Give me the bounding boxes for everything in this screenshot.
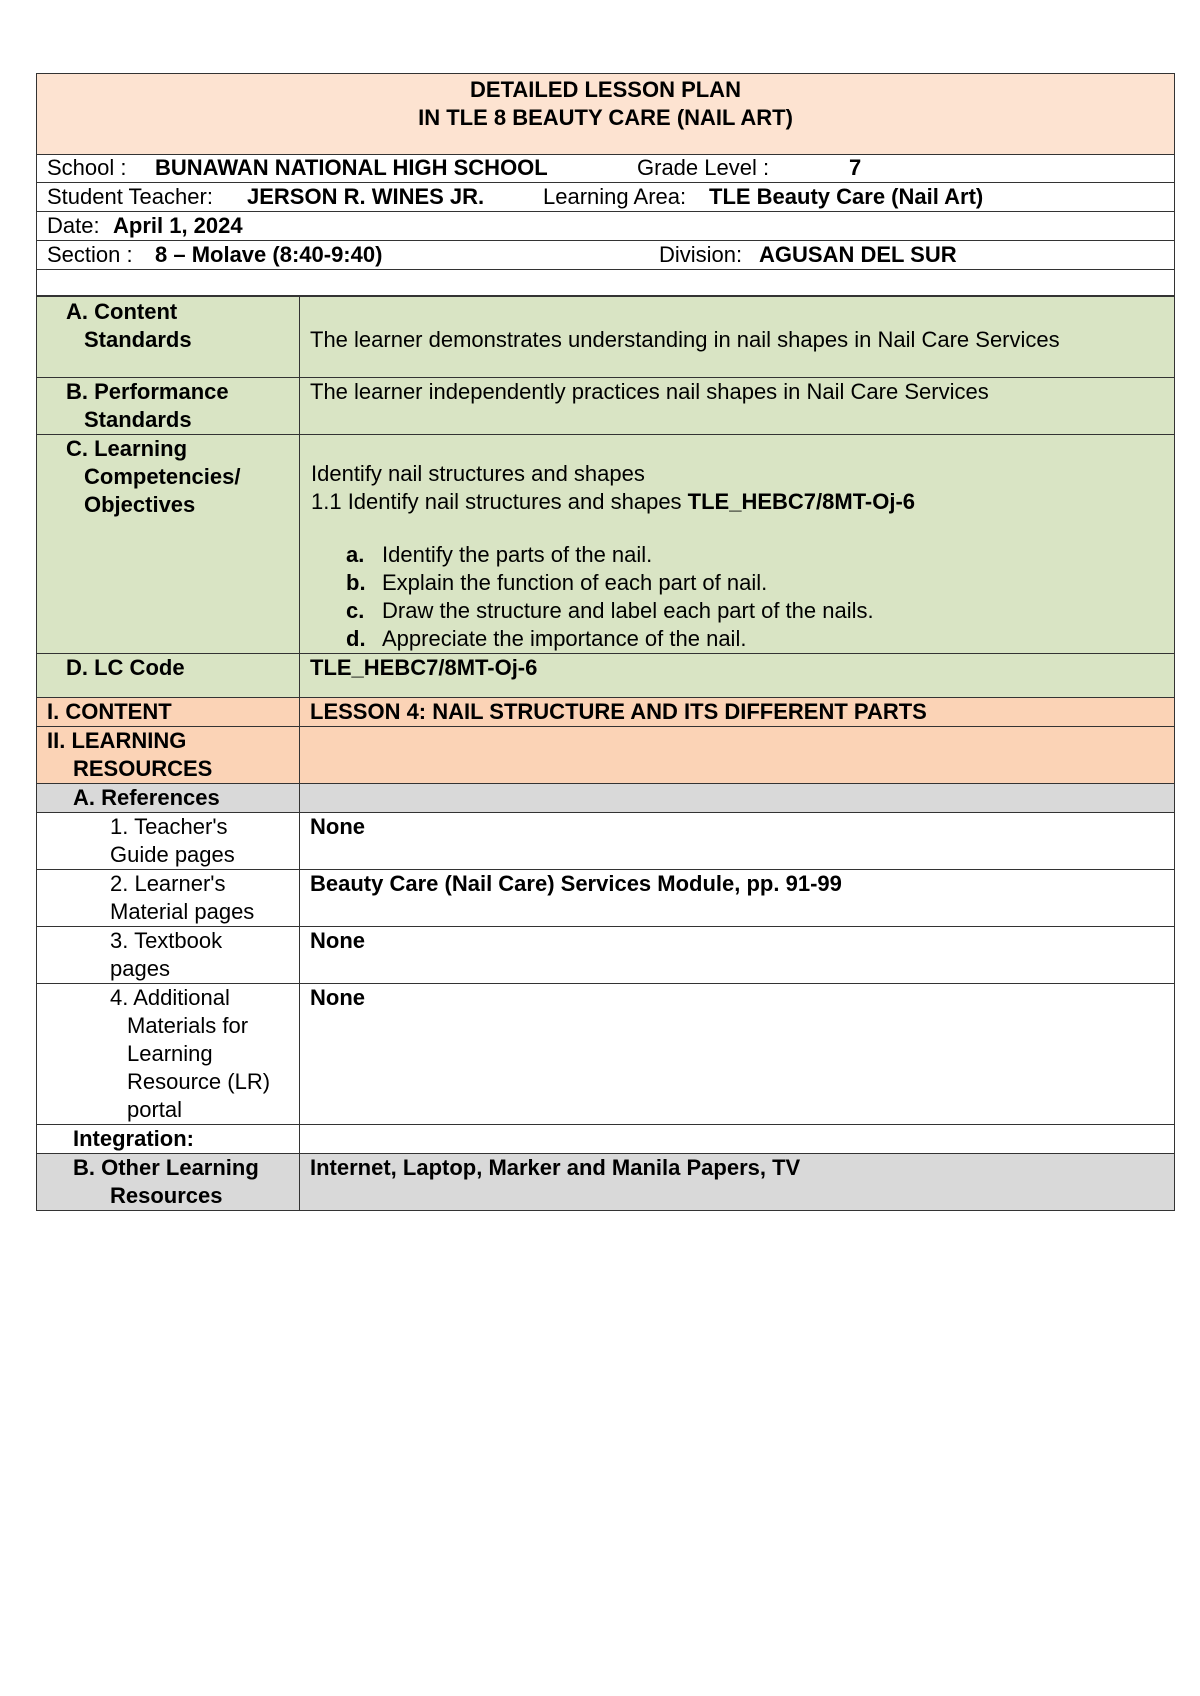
additional-label-5: portal: [127, 1097, 183, 1122]
performance-standards-label-2: Standards: [84, 407, 192, 432]
content-standards-label-2: Standards: [84, 327, 192, 352]
competencies-label-2: Competencies/: [84, 464, 241, 489]
objective-item: d. Appreciate the importance of the nail.: [346, 626, 747, 651]
other-resources-row: [36, 1154, 1175, 1211]
competency-sub: [311, 488, 915, 516]
integration-label: Integration:: [73, 1126, 194, 1151]
school-value: BUNAWAN NATIONAL HIGH SCHOOL: [155, 155, 548, 180]
learners-material-row: [36, 870, 1175, 927]
competency-main: Identify nail structures and shapes: [311, 461, 645, 486]
content-standards-row: [36, 296, 1175, 378]
integration-row: [36, 1125, 1175, 1154]
additional-value: None: [310, 985, 365, 1010]
content-standards-value: The learner demonstrates understanding in nail shapes in Nail Care Services: [310, 327, 1060, 352]
date-row: [36, 212, 1175, 241]
lc-code-row: [36, 654, 1175, 698]
teachers-guide-value: None: [310, 814, 365, 839]
spacer-row: [36, 270, 1175, 296]
section-label: Section :: [47, 242, 133, 267]
date-label: Date:: [47, 213, 100, 238]
performance-standards-value: The learner independently practices nail shapes in Nail Care Services: [310, 379, 989, 404]
textbook-value: None: [310, 928, 365, 953]
textbook-label-2: pages: [110, 956, 170, 981]
lc-code-label: D. LC Code: [66, 655, 185, 680]
references-label: A. References: [73, 785, 220, 810]
learners-material-label-1: 2. Learner's: [110, 871, 226, 896]
teachers-guide-label-1: 1. Teacher's: [110, 814, 228, 839]
school-label: School :: [47, 155, 127, 180]
content-row: [36, 698, 1175, 727]
content-label: I. CONTENT: [47, 699, 172, 724]
learners-material-label-2: Material pages: [110, 899, 255, 924]
additional-label-2: Materials for: [127, 1013, 249, 1038]
date-value: April 1, 2024: [113, 213, 243, 238]
section-row: [36, 241, 1175, 270]
competency-sub-text: 1.1 Identify nail structures and shapes: [311, 489, 688, 514]
grade-level-value: 7: [849, 155, 862, 180]
performance-standards-label-1: B. Performance: [66, 379, 229, 404]
competencies-label-3: Objectives: [84, 492, 196, 517]
teacher-row: [36, 183, 1175, 212]
learning-resources-row: [36, 727, 1175, 784]
additional-materials-row: [36, 984, 1175, 1125]
objective-item: a. Identify the parts of the nail.: [346, 542, 653, 567]
learning-resources-label-2: RESOURCES: [73, 756, 213, 781]
textbook-row: [36, 927, 1175, 984]
teacher-value: JERSON R. WINES JR.: [247, 184, 485, 209]
competencies-row: [36, 435, 1175, 654]
school-row: [36, 154, 1175, 183]
references-row: [36, 784, 1175, 813]
teacher-label: Student Teacher:: [47, 184, 213, 209]
other-resources-value: Internet, Laptop, Marker and Manila Papers, TV: [310, 1155, 801, 1180]
learning-area-value: TLE Beauty Care (Nail Art): [709, 184, 984, 209]
content-value: LESSON 4: NAIL STRUCTURE AND ITS DIFFERENT PARTS: [310, 699, 927, 724]
learning-resources-label-1: II. LEARNING: [47, 728, 187, 753]
competencies-label-1: C. Learning: [66, 436, 188, 461]
learners-material-value: Beauty Care (Nail Care) Services Module, pp. 91-99: [310, 871, 842, 896]
other-resources-label-2: Resources: [110, 1183, 223, 1208]
content-standards-label-1: A. Content: [66, 299, 178, 324]
teachers-guide-row: [36, 813, 1175, 870]
section-value: 8 – Molave (8:40-9:40): [155, 242, 383, 267]
learning-area-label: Learning Area:: [543, 184, 687, 209]
additional-label-1: 4. Additional: [110, 985, 230, 1010]
grade-level-label: Grade Level :: [637, 155, 770, 180]
lesson-plan-header: [36, 73, 1175, 155]
textbook-label-1: 3. Textbook: [110, 928, 223, 953]
additional-label-4: Resource (LR): [127, 1069, 271, 1094]
competency-sub-code: TLE_HEBC7/8MT-Oj-6: [687, 489, 916, 514]
teachers-guide-label-2: Guide pages: [110, 842, 235, 867]
additional-label-3: Learning: [127, 1041, 213, 1066]
doc-title-line1: DETAILED LESSON PLAN: [470, 77, 741, 102]
objectives-list: [346, 541, 874, 653]
doc-title-line2: IN TLE 8 BEAUTY CARE (NAIL ART): [418, 105, 793, 130]
division-label: Division:: [659, 242, 743, 267]
performance-standards-row: [36, 378, 1175, 435]
objective-item: c. Draw the structure and label each part of the nails.: [346, 598, 874, 623]
other-resources-label-1: B. Other Learning: [73, 1155, 259, 1180]
objective-item: b. Explain the function of each part of nail.: [346, 570, 768, 595]
division-value: AGUSAN DEL SUR: [759, 242, 957, 267]
lc-code-value: TLE_HEBC7/8MT-Oj-6: [310, 655, 538, 680]
